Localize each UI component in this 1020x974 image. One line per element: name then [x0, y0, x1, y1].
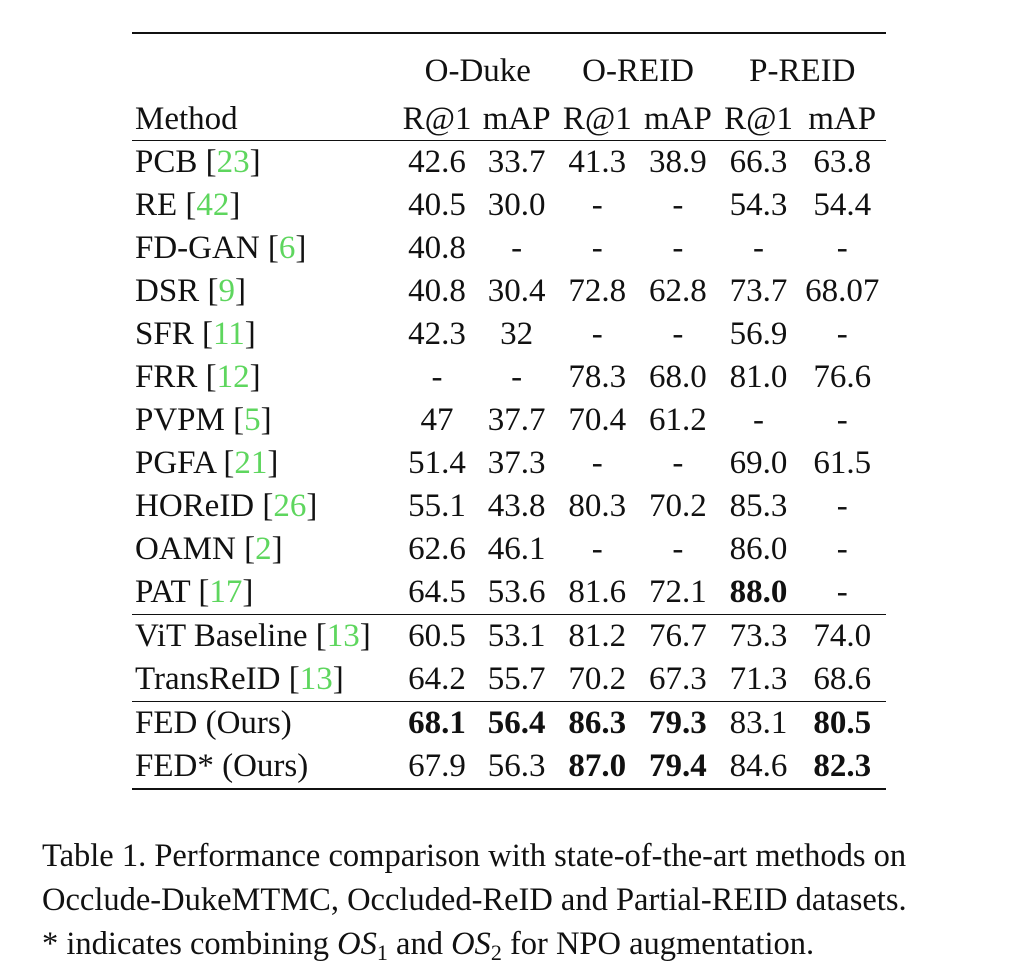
metric-value-cell: 62.6 [408, 531, 466, 567]
metric-value-cell: 68.07 [805, 273, 880, 309]
metric-value-cell: - [836, 230, 848, 266]
metric-value-cell: 82.3 [813, 748, 872, 784]
metric-value-cell: 87.0 [568, 748, 627, 784]
metric-value-cell: 37.3 [487, 445, 546, 481]
metric-value-cell: 80.3 [568, 488, 627, 524]
table-row [132, 313, 886, 356]
metric-header: mAP [482, 101, 551, 137]
metric-value-cell: 42.6 [408, 144, 466, 180]
metric-value-cell: 56.3 [487, 748, 546, 784]
metric-value-cell: 81.2 [568, 618, 627, 654]
citation-link[interactable]: 26 [273, 488, 307, 524]
citation-link[interactable]: 42 [196, 187, 230, 223]
metric-value-cell: 70.2 [649, 488, 707, 524]
method-name: DSR [135, 273, 200, 309]
metric-value-cell: - [511, 359, 523, 395]
metric-value-cell: 55.1 [408, 488, 466, 524]
metric-value-cell: - [836, 531, 848, 567]
table-row [132, 571, 886, 615]
header-blank [132, 33, 398, 90]
metric-value-cell: 85.3 [729, 488, 788, 524]
metric-value-cell: - [431, 359, 443, 395]
dataset-header-row [132, 33, 886, 90]
metric-value-cell: 61.2 [649, 402, 707, 438]
metric-value-cell: - [672, 316, 684, 352]
metric-value-cell: 68.1 [408, 705, 466, 741]
metric-value-cell: 74.0 [813, 618, 872, 654]
table-row [132, 745, 886, 789]
method-name-cell: ViT Baseline [13] [135, 618, 371, 654]
table-row [132, 658, 886, 702]
metric-value-cell: 84.6 [729, 748, 788, 784]
metric-value-cell: 83.1 [729, 705, 788, 741]
citation-link[interactable]: 11 [212, 316, 245, 352]
metric-value-cell: - [591, 187, 603, 223]
table-caption [42, 834, 992, 966]
metric-value-cell: 81.0 [729, 359, 788, 395]
metric-value-cell: 33.7 [487, 144, 546, 180]
metric-header: mAP [808, 101, 877, 137]
caption-text: for NPO augmentation. [501, 926, 815, 962]
metric-value-cell: 32 [500, 316, 534, 352]
metric-value-cell: 71.3 [729, 661, 788, 697]
metric-value-cell: 53.6 [487, 574, 546, 610]
metric-value-cell: 72.8 [568, 273, 627, 309]
metric-value-cell: 69.0 [729, 445, 788, 481]
metric-value-cell: - [753, 402, 765, 438]
metric-value-cell: - [672, 445, 684, 481]
method-name-cell: FRR [12] [135, 359, 261, 395]
citation-link[interactable]: 21 [234, 445, 268, 481]
method-name: FRR [135, 359, 198, 395]
metric-value-cell: - [672, 531, 684, 567]
metric-value-cell: 54.3 [729, 187, 788, 223]
citation-link[interactable]: 23 [216, 144, 250, 180]
metric-value-cell: 51.4 [408, 445, 466, 481]
method-name: FED (Ours) [135, 705, 292, 741]
metric-value-cell: 86.0 [729, 531, 788, 567]
metric-header: R@1 [402, 101, 472, 137]
metric-value-cell: 43.8 [487, 488, 546, 524]
results-table-body [132, 141, 886, 790]
method-name: ViT Baseline [135, 618, 308, 654]
table-row [132, 615, 886, 659]
metric-value-cell: - [672, 230, 684, 266]
caption-line [42, 922, 992, 966]
metric-value-cell: 42.3 [408, 316, 466, 352]
metric-value-cell: 79.4 [649, 748, 707, 784]
citation-link[interactable]: 5 [244, 402, 261, 438]
method-name-cell: OAMN [2] [135, 531, 283, 567]
citation-link[interactable]: 13 [299, 661, 333, 697]
method-name: TransReID [135, 661, 281, 697]
metric-value-cell: 38.9 [649, 144, 707, 180]
os2-symbol: $OS_2$ [451, 926, 502, 965]
metric-value-cell: 55.7 [487, 661, 546, 697]
method-name: HOReID [135, 488, 255, 524]
metric-value-cell: 40.8 [408, 273, 466, 309]
method-name-cell: PGFA [21] [135, 445, 279, 481]
metric-value-cell: 62.8 [649, 273, 707, 309]
results-table-container [132, 32, 886, 790]
table-row [132, 702, 886, 746]
metric-value-cell: 60.5 [408, 618, 466, 654]
method-name-cell: PVPM [5] [135, 402, 272, 438]
table-row [132, 485, 886, 528]
caption-text: and [387, 926, 452, 962]
metric-value-cell: 40.5 [408, 187, 466, 223]
results-table [132, 32, 886, 790]
metric-value-cell: 53.1 [487, 618, 546, 654]
citation-link[interactable]: 13 [326, 618, 360, 654]
citation-link[interactable]: 2 [255, 531, 272, 567]
metric-value-cell: 40.8 [408, 230, 466, 266]
dataset-header-o-duke: O-Duke [424, 53, 531, 89]
metric-value-cell: 86.3 [568, 705, 627, 741]
metric-value-cell: 81.6 [568, 574, 627, 610]
os1-symbol: $OS_1$ [337, 926, 388, 965]
metric-value-cell: 30.0 [487, 187, 546, 223]
method-name: SFR [135, 316, 194, 352]
metric-value-cell: 76.7 [649, 618, 707, 654]
metric-value-cell: 63.8 [813, 144, 872, 180]
citation-link[interactable]: 9 [218, 273, 235, 309]
caption-line: Table 1. Performance comparison with state-of-the-art methods on [42, 838, 907, 874]
metric-value-cell: 70.2 [568, 661, 627, 697]
table-row [132, 227, 886, 270]
citation-link[interactable]: 6 [278, 230, 296, 266]
method-name-cell [132, 702, 398, 746]
metric-value-cell: 47 [420, 402, 454, 438]
metric-value-cell: 72.1 [649, 574, 707, 610]
method-name: PVPM [135, 402, 225, 438]
method-name-cell: PCB [23] [135, 144, 261, 180]
method-name-cell: FD-GAN [6] [135, 230, 307, 266]
metric-header-row [132, 90, 886, 141]
caption-text: * indicates combining [42, 926, 338, 962]
citation-link[interactable]: 17 [209, 574, 243, 610]
method-name: FED* (Ours) [135, 748, 309, 784]
method-name-cell: SFR [11] [135, 316, 256, 352]
metric-header: mAP [643, 101, 712, 137]
metric-value-cell: 79.3 [649, 705, 707, 741]
table-row [132, 270, 886, 313]
metric-value-cell: 76.6 [813, 359, 872, 395]
table-row [132, 356, 886, 399]
metric-value-cell: 54.4 [813, 187, 872, 223]
metric-value-cell: 64.5 [408, 574, 466, 610]
metric-value-cell: 66.3 [729, 144, 788, 180]
metric-value-cell: 68.6 [813, 661, 872, 697]
metric-value-cell: - [836, 574, 848, 610]
metric-value-cell: - [836, 488, 848, 524]
metric-value-cell: - [836, 402, 848, 438]
metric-value-cell: 46.1 [487, 531, 546, 567]
metric-value-cell: 73.7 [729, 273, 788, 309]
metric-value-cell: 70.4 [568, 402, 627, 438]
metric-value-cell: 68.0 [649, 359, 707, 395]
method-name-cell: PAT [17] [135, 574, 254, 610]
metric-value-cell: - [591, 445, 603, 481]
dataset-header-o-reid: O-REID [582, 53, 694, 89]
metric-value-cell: - [591, 230, 603, 266]
method-name: PCB [135, 144, 198, 180]
method-name: PGFA [135, 445, 216, 481]
metric-value-cell: - [591, 316, 603, 352]
method-name-cell: RE [42] [135, 187, 241, 223]
caption-line: Occlude-DukeMTMC, Occluded-ReID and Partial-REID datasets. [42, 882, 907, 918]
dataset-header-p-reid: P-REID [749, 53, 856, 89]
metric-value-cell: - [672, 187, 684, 223]
table-row [132, 399, 886, 442]
metric-value-cell: 78.3 [568, 359, 627, 395]
metric-value-cell: 61.5 [813, 445, 872, 481]
metric-value-cell: - [836, 316, 848, 352]
method-name: PAT [135, 574, 191, 610]
metric-value-cell: 37.7 [487, 402, 546, 438]
method-name-cell: HOReID [26] [135, 488, 318, 524]
citation-link[interactable]: 12 [216, 359, 250, 395]
method-header: Method [135, 101, 238, 137]
table-row [132, 442, 886, 485]
metric-value-cell: - [753, 230, 765, 266]
method-name-cell: DSR [9] [135, 273, 246, 309]
metric-value-cell: 88.0 [729, 574, 788, 610]
method-name-cell: TransReID [13] [135, 661, 344, 697]
metric-value-cell: 67.3 [649, 661, 707, 697]
method-name-cell [132, 745, 398, 789]
metric-value-cell: 56.9 [729, 316, 788, 352]
metric-value-cell: - [511, 230, 523, 266]
metric-value-cell: 30.4 [487, 273, 546, 309]
table-row [132, 184, 886, 227]
metric-value-cell: 41.3 [568, 144, 627, 180]
metric-header: R@1 [724, 101, 793, 137]
metric-value-cell: 67.9 [408, 748, 466, 784]
method-name: OAMN [135, 531, 236, 567]
metric-value-cell: 73.3 [729, 618, 788, 654]
method-name: FD-GAN [135, 230, 260, 266]
metric-value-cell: - [591, 531, 603, 567]
metric-header: R@1 [562, 101, 632, 137]
metric-value-cell: 80.5 [813, 705, 872, 741]
table-row [132, 528, 886, 571]
metric-value-cell: 64.2 [408, 661, 466, 697]
metric-value-cell: 56.4 [487, 705, 546, 741]
method-name: RE [135, 187, 178, 223]
table-row [132, 141, 886, 185]
